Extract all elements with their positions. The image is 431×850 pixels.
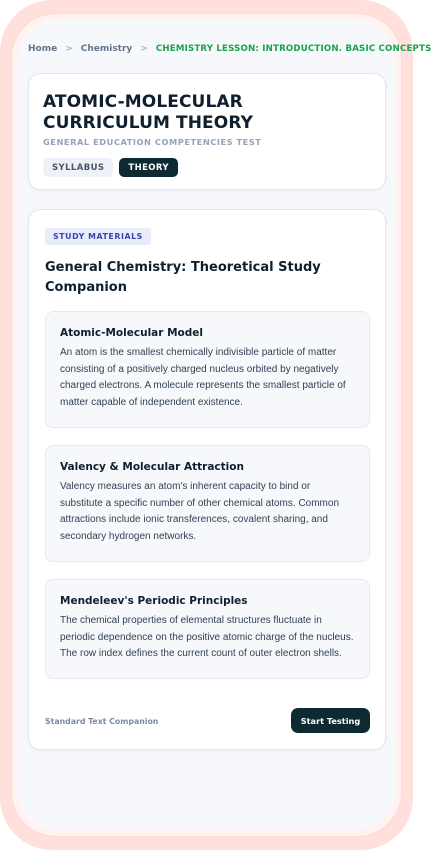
topic-body: An atom is the smallest chemically indivisible particle of matter consisting of a positively charged nucleus orbited by negatively charged electrons. A molecule represents the smallest particle of matter capable of independent existence. bbox=[60, 347, 346, 408]
topic-card-valency bbox=[45, 445, 370, 562]
topic-title: Mendeleev's Periodic Principles bbox=[60, 595, 248, 607]
tab-theory[interactable]: THEORY bbox=[119, 158, 178, 177]
footer-label: Standard Text Companion bbox=[45, 717, 159, 726]
topic-title: Valency & Molecular Attraction bbox=[60, 461, 244, 473]
topic-title: Atomic-Molecular Model bbox=[60, 327, 203, 339]
breadcrumb-current: CHEMISTRY LESSON: INTRODUCTION. BASIC CONCEPTS bbox=[155, 44, 431, 54]
lesson-header-card bbox=[28, 73, 386, 190]
breadcrumb-chemistry-link[interactable]: Chemistry bbox=[80, 44, 133, 54]
tab-syllabus[interactable]: SYLLABUS bbox=[43, 158, 113, 177]
start-testing-button[interactable]: Start Testing bbox=[291, 708, 370, 733]
app-screen bbox=[18, 20, 431, 830]
page-subtitle: GENERAL EDUCATION COMPETENCIES TEST bbox=[43, 137, 262, 147]
topic-body: Valency measures an atom's inherent capacity to bind or substitute a specific number of other chemical atoms. Common attractions include ionic transferences, covalent sharing, and secondary hydrogen networks. bbox=[60, 481, 340, 542]
study-materials-card bbox=[28, 209, 386, 750]
study-materials-badge: STUDY MATERIALS bbox=[45, 228, 151, 245]
breadcrumb-home-link[interactable]: Home bbox=[28, 44, 58, 54]
topic-card-atomic-molecular-model bbox=[45, 311, 370, 428]
lesson-tabs bbox=[43, 158, 178, 177]
page-title: ATOMIC-MOLECULAR CURRICULUM THEORY bbox=[43, 92, 253, 133]
breadcrumb-separator: > bbox=[140, 44, 148, 54]
topic-body: The chemical properties of elemental structures fluctuate in periodic dependence on the positive atomic charge of the nucleus. The row index defines the current count of outer electron shells. bbox=[60, 615, 354, 659]
breadcrumb-separator: > bbox=[65, 44, 73, 54]
section-title: General Chemistry: Theoretical Study Companion bbox=[45, 260, 321, 295]
breadcrumb bbox=[28, 44, 431, 54]
topic-card-periodic-principles bbox=[45, 579, 370, 679]
